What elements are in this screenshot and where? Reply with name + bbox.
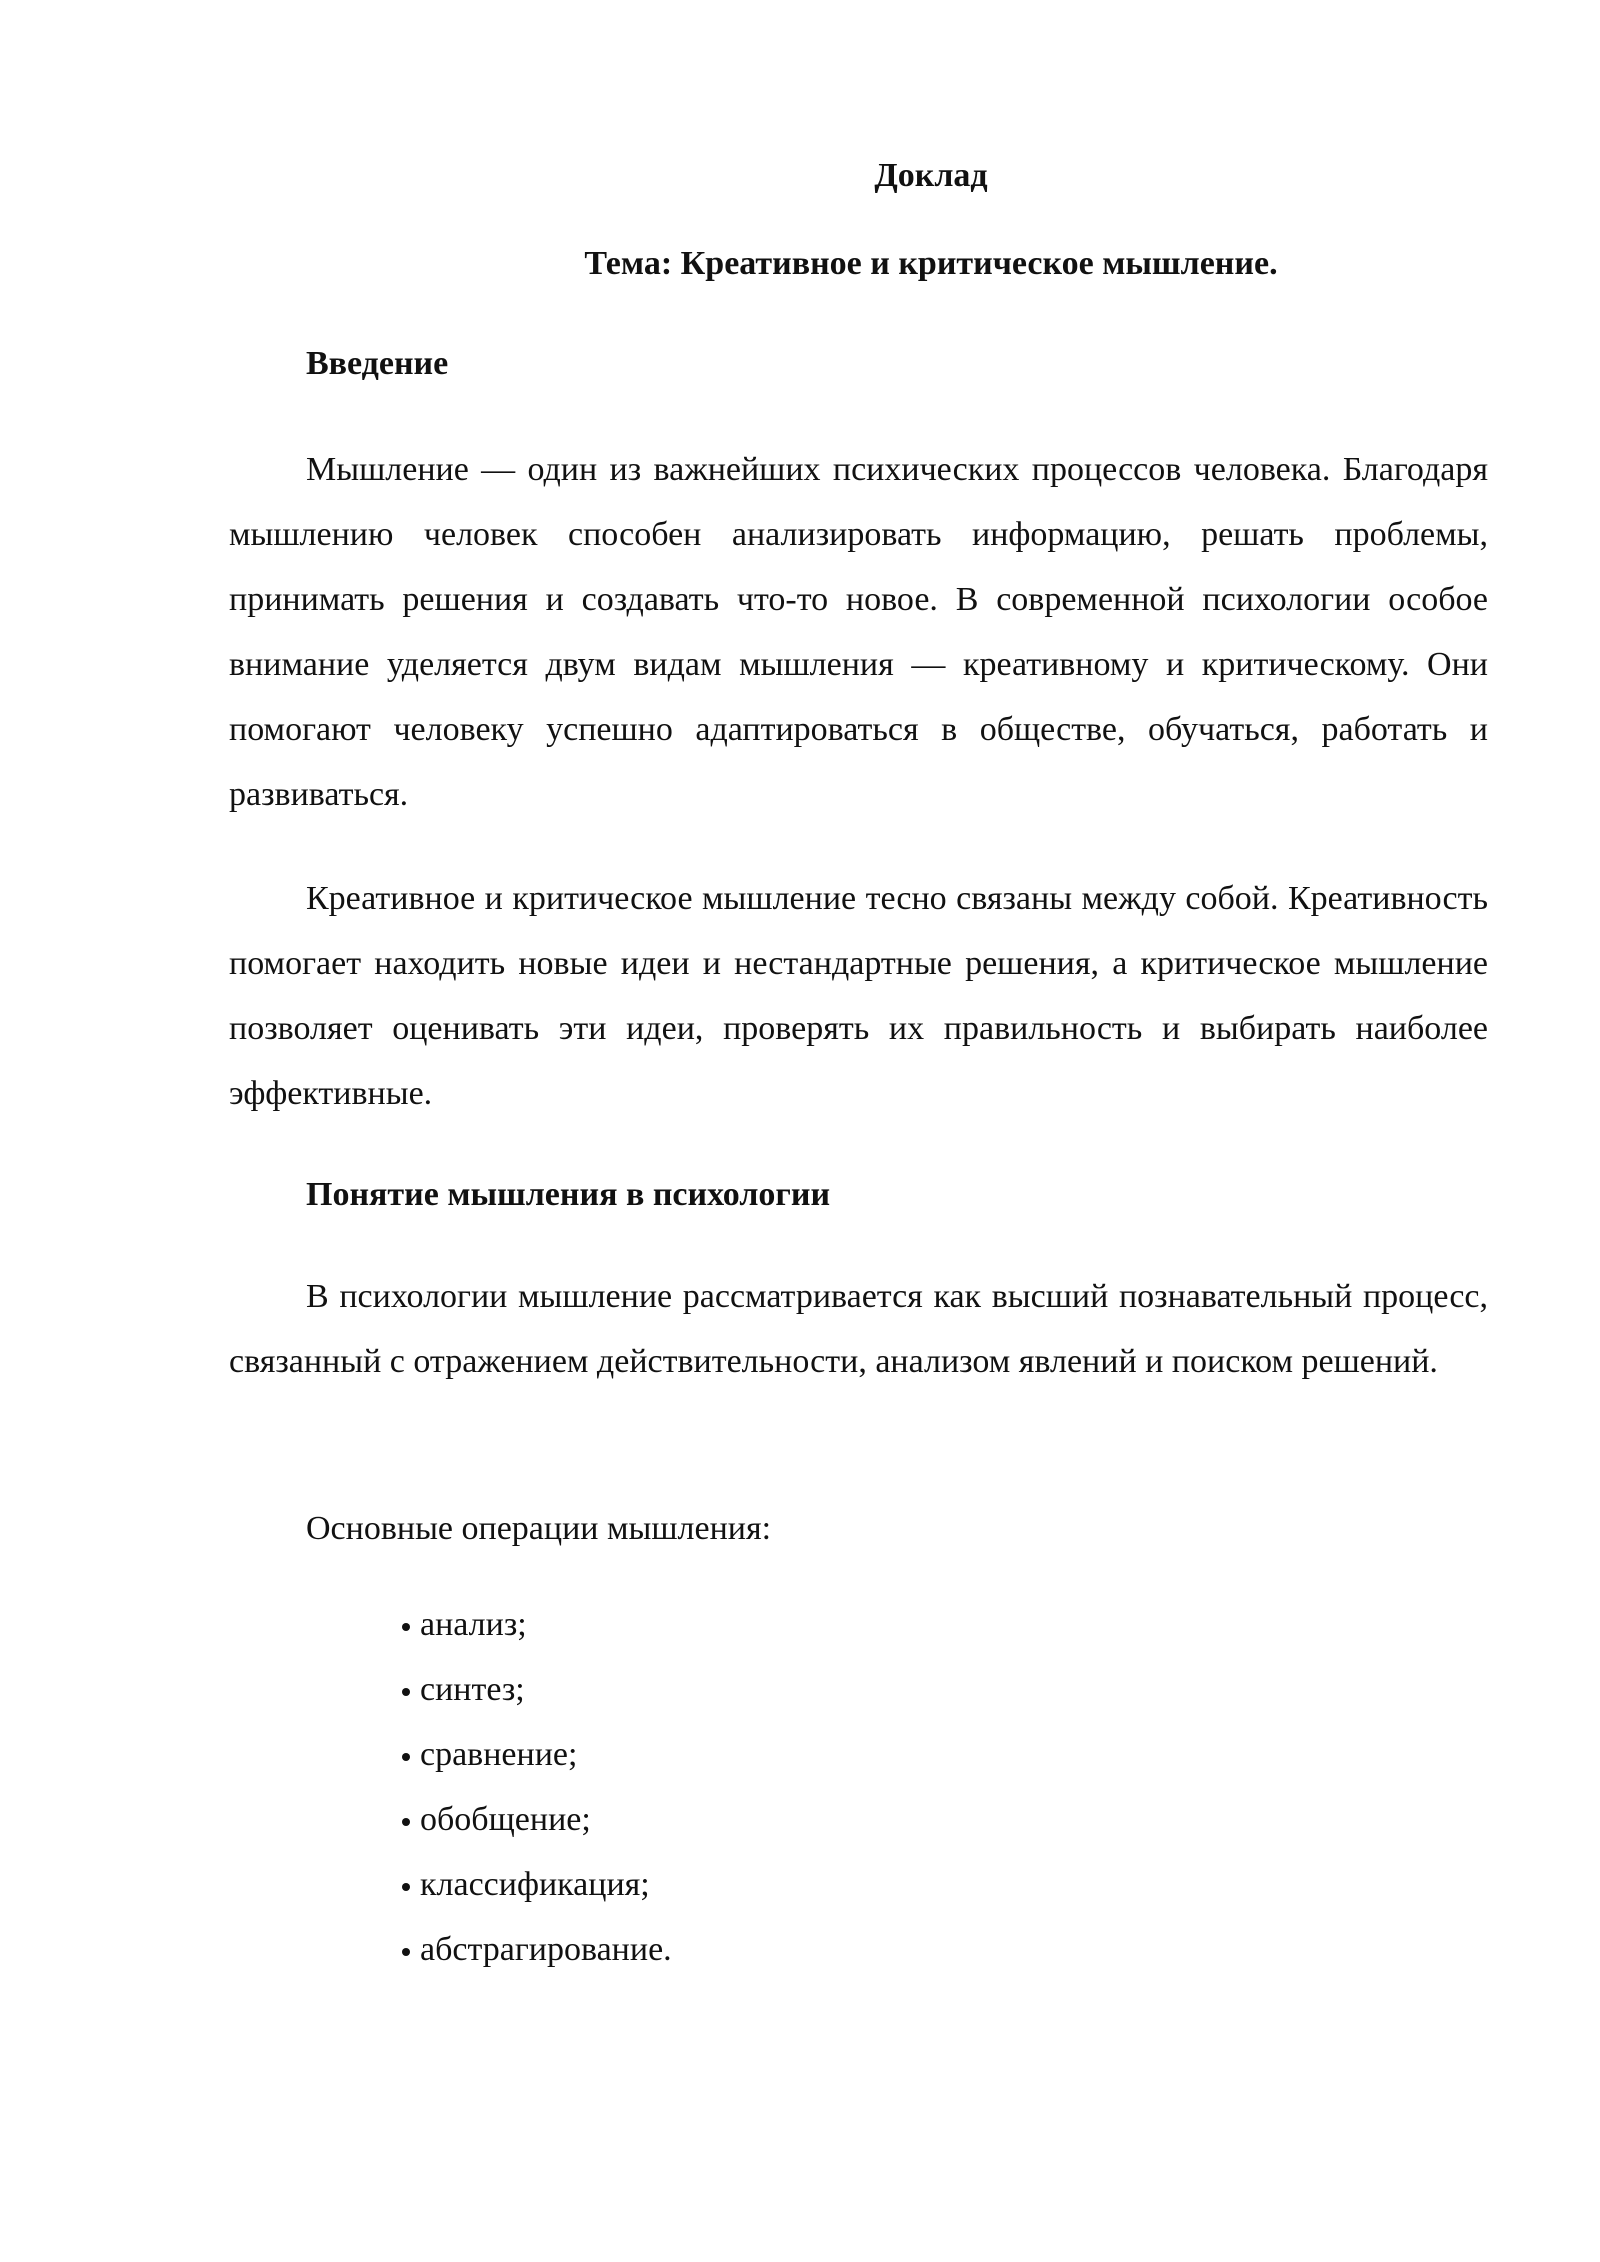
list-item	[400, 1722, 672, 1787]
list-item-text: обобщение;	[420, 1801, 591, 1838]
list-item	[400, 1657, 672, 1722]
bullet-icon	[402, 1623, 410, 1631]
list-item	[400, 1592, 672, 1657]
list-item	[400, 1917, 672, 1982]
list-item-text: анализ;	[420, 1606, 527, 1643]
bullet-icon	[402, 1688, 410, 1696]
operations-list	[400, 1592, 672, 1982]
bullet-icon	[402, 1948, 410, 1956]
document-topic: Тема: Креативное и критическое мышление.	[584, 245, 1278, 282]
list-item-text: абстрагирование.	[420, 1931, 672, 1968]
list-item	[400, 1787, 672, 1852]
list-item-text: классификация;	[420, 1866, 650, 1903]
section-heading-concept: Понятие мышления в психологии	[306, 1176, 831, 1213]
list-item	[400, 1852, 672, 1917]
document-title: Доклад	[874, 157, 988, 194]
section-heading-intro: Введение	[306, 345, 449, 382]
concept-paragraph: В психологии мышление рассматривается как высший познавательный процесс, связанный с отражением действительности, анализом явлений и поиском решений.	[229, 1278, 1488, 1380]
bullet-icon	[402, 1883, 410, 1891]
intro-paragraph-2: Креативное и критическое мышление тесно связаны между собой. Креативность помогает находить новые идеи и нестандартные решения, а критическое мышление позволяет оценивать эти идеи, проверять их правильность и выбирать наиболее эффективные.	[229, 880, 1488, 1112]
bullet-icon	[402, 1818, 410, 1826]
operations-intro: Основные операции мышления:	[306, 1510, 772, 1547]
bullet-icon	[402, 1753, 410, 1761]
list-item-text: сравнение;	[420, 1736, 578, 1773]
intro-paragraph-1: Мышление — один из важнейших психических процессов человека. Благодаря мышлению человек способен анализировать информацию, решать проблемы, принимать решения и создавать что-то новое. В современной психологии особое внимание уделяется двум видам мышления — креативному и критическому. Они помогают человеку успешно адаптироваться в обществе, обучаться, работать и развиваться.	[229, 451, 1488, 813]
list-item-text: синтез;	[420, 1671, 525, 1708]
